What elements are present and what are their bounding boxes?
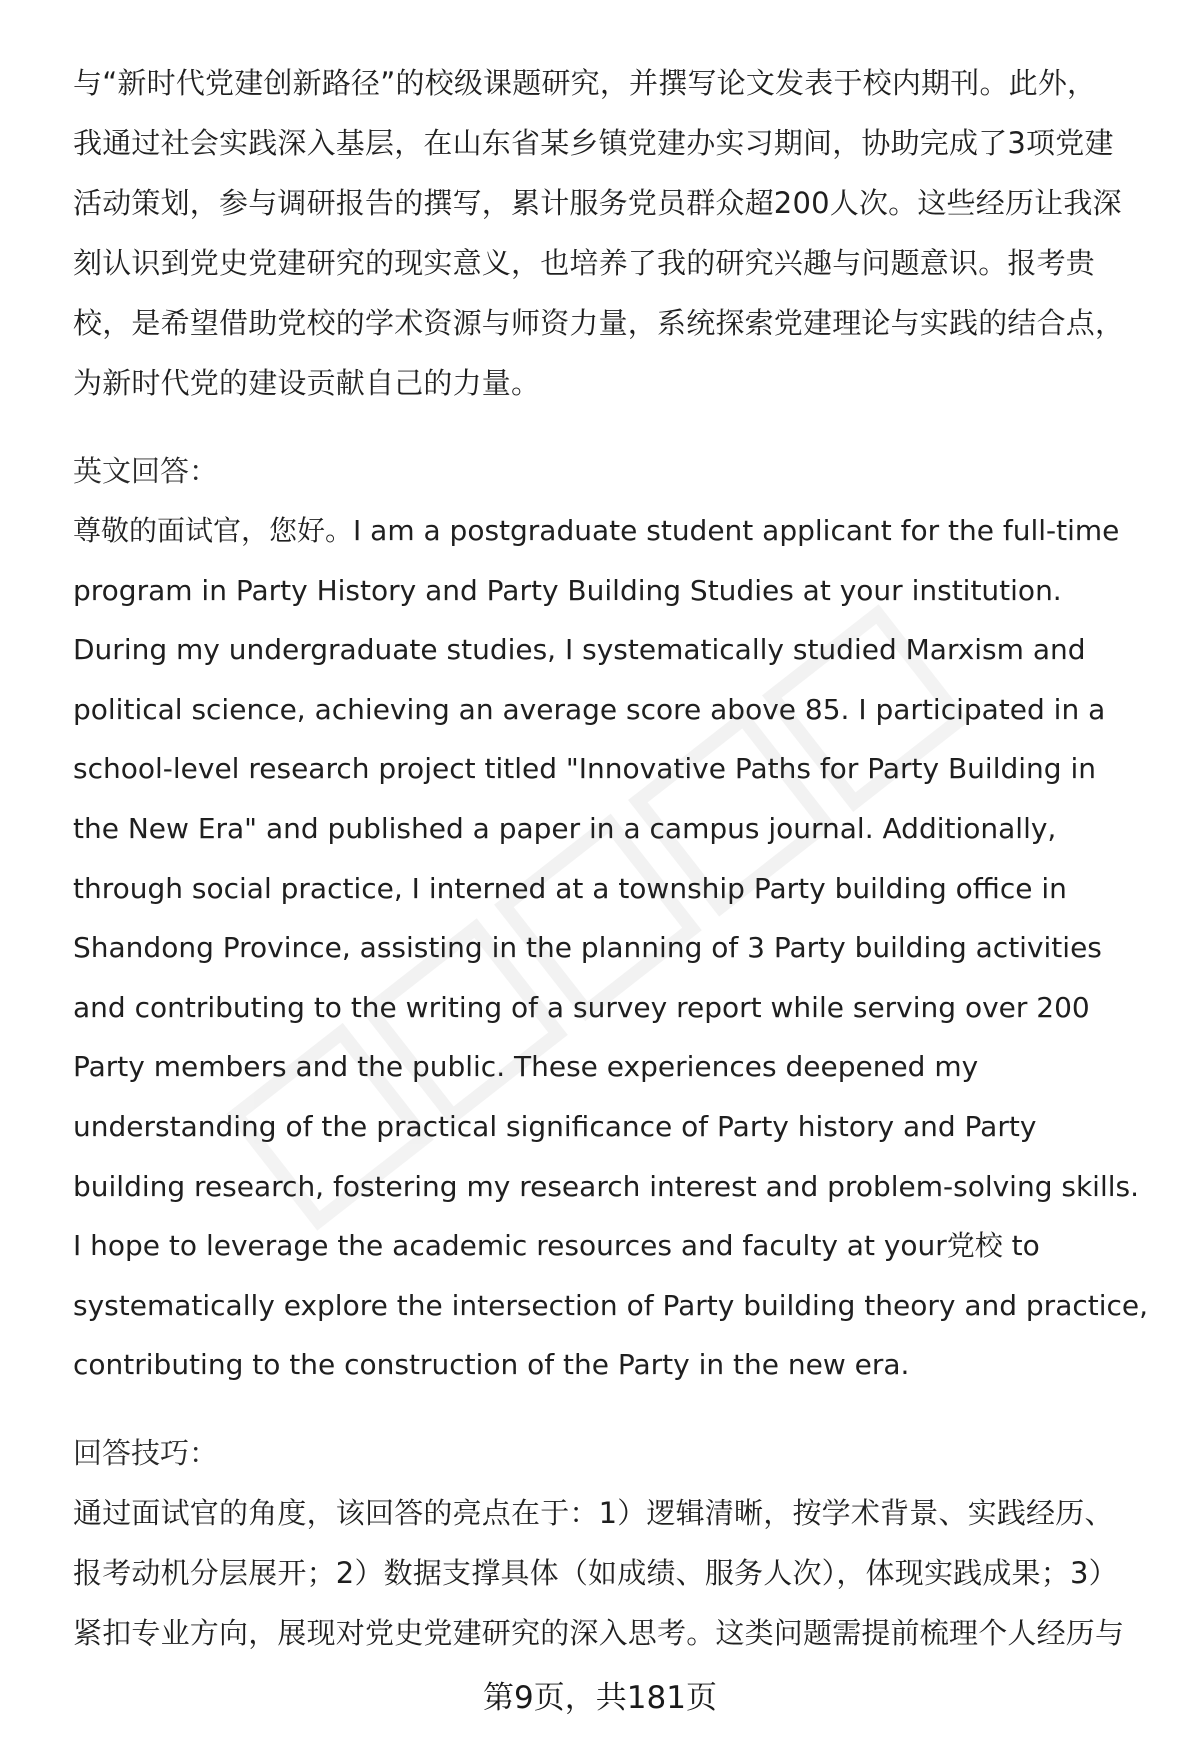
text-line: through social practice, I interned at a township Party building office in <box>73 871 1067 905</box>
english-answer-paragraph <box>73 501 1163 1395</box>
text-line: 通过面试官的角度，该回答的亮点在于：1）逻辑清晰，按学术背景、实践经历、 <box>73 1495 1114 1530</box>
text-line: and contributing to the writing of a survey report while serving over 200 <box>73 990 1090 1024</box>
text-line: the New Era" and published a paper in a campus journal. Additionally, <box>73 811 1057 845</box>
text-line: school-level research project titled "Innovative Paths for Party Building in <box>73 752 1096 786</box>
text-line: political science, achieving an average score above 85. I participated in a <box>73 692 1106 726</box>
text-line: systematically explore the intersection of Party building theory and practice, <box>73 1288 1149 1322</box>
text-line: 为新时代党的建设贡献自己的力量。 <box>73 366 541 400</box>
text-line: I hope to leverage the academic resources and faculty at your党校 to <box>73 1229 1040 1263</box>
text-line: During my undergraduate studies, I systematically studied Marxism and <box>73 633 1086 667</box>
text-line: building research, fostering my research interest and problem-solving skills. <box>73 1169 1140 1203</box>
text-line: Party members and the public. These experiences deepened my <box>73 1050 979 1084</box>
text-line: contributing to the construction of the Party in the new era. <box>73 1348 910 1382</box>
answer-tips-heading: 回答技巧： <box>73 1435 219 1470</box>
text-line: 活动策划，参与调研报告的撰写，累计服务党员群众超200人次。这些经历让我深 <box>73 186 1122 220</box>
text-line: 校，是希望借助党校的学术资源与师资力量，系统探索党建理论与实践的结合点， <box>73 306 1125 340</box>
text-line: 紧扣专业方向，展现对党史党建研究的深入思考。这类问题需提前梳理个人经历与 <box>73 1615 1125 1650</box>
english-answer-heading: 英文回答： <box>73 454 219 488</box>
text-line: 我通过社会实践深入基层，在山东省某乡镇党建办实习期间，协助完成了3项党建 <box>73 126 1114 160</box>
text-line: understanding of the practical significance of Party history and Party <box>73 1109 1037 1143</box>
document-body <box>73 53 1163 1663</box>
text-line: 刻认识到党史党建研究的现实意义，也培养了我的研究兴趣与问题意识。报考贵 <box>73 246 1096 280</box>
text-line: 与“新时代党建创新路径”的校级课题研究，并撰写论文发表于校内期刊。此外， <box>73 66 1097 100</box>
text-line: Shandong Province, assisting in the planning of 3 Party building activities <box>73 931 1102 965</box>
chinese-paragraph <box>73 53 1163 413</box>
text-line: 尊敬的面试官，您好。I am a postgraduate student applicant for the full-time <box>73 514 1120 547</box>
page-indicator: 第9页，共181页 <box>483 1680 717 1716</box>
answer-tips-paragraph <box>73 1483 1163 1663</box>
text-line: program in Party History and Party Building Studies at your institution. <box>73 573 1062 607</box>
text-line: 报考动机分层展开；2）数据支撑具体（如成绩、服务人次），体现实践成果；3） <box>73 1555 1118 1590</box>
